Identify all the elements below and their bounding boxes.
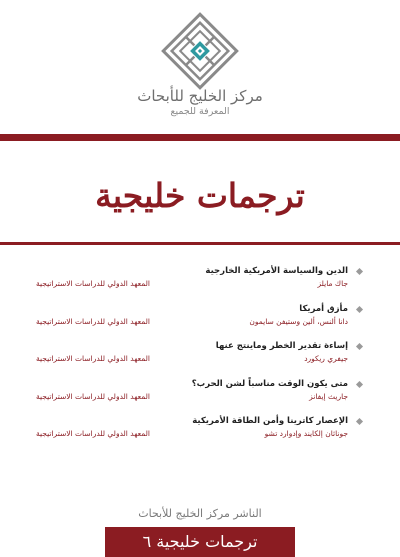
page-title: ترجمات خليجية xyxy=(95,176,305,215)
diamond-bullet-icon xyxy=(356,343,363,350)
series-label: ترجمات خليجية ٦ xyxy=(105,527,295,557)
list-item xyxy=(30,266,348,304)
item-publisher: المعهد الدولي للدراسات الاستراتيجية xyxy=(36,316,150,326)
item-title: متى يكون الوقت مناسباً لشن الحرب؟ xyxy=(191,378,348,389)
item-author: دانا ألنس، ألين وستيفن سايمون xyxy=(249,316,348,326)
list-item xyxy=(30,304,348,342)
gulf-research-center-logo xyxy=(161,12,239,90)
item-publisher: المعهد الدولي للدراسات الاستراتيجية xyxy=(36,279,150,288)
titles-list xyxy=(30,266,348,454)
item-title: الدين والسياسة الأمريكية الخارجية xyxy=(205,266,348,276)
logo-icon xyxy=(161,12,239,90)
list-item xyxy=(30,416,348,454)
list-item xyxy=(30,341,348,379)
publisher-line: الناشر مركز الخليج للأبحاث xyxy=(138,507,262,520)
item-title: الإعصار كاترينا وأمن الطاقة الأمريكية xyxy=(192,416,348,426)
item-author: جيفري ريكورد xyxy=(304,354,348,363)
center-tagline: المعرفة للجميع xyxy=(170,106,230,117)
diamond-bullet-icon xyxy=(356,418,363,425)
list-item xyxy=(30,379,348,417)
item-author: جوناثان إلكايند وإدوارد تشو xyxy=(264,429,348,438)
item-publisher: المعهد الدولي للدراسات الاستراتيجية xyxy=(36,391,150,401)
item-publisher: المعهد الدولي للدراسات الاستراتيجية xyxy=(36,429,150,438)
diamond-bullet-icon xyxy=(356,268,363,275)
item-author: جاريث إيفانز xyxy=(309,391,348,401)
item-title: مأزق أمريكا xyxy=(299,303,348,314)
center-name: مركز الخليج للأبحاث xyxy=(137,87,263,105)
item-author: جاك مايلز xyxy=(317,279,348,288)
top-divider xyxy=(0,134,400,141)
item-title: إساءة تقدير الخطر وماينتج عنها xyxy=(215,341,348,351)
title-divider xyxy=(0,242,400,245)
item-publisher: المعهد الدولي للدراسات الاستراتيجية xyxy=(36,354,150,363)
diamond-bullet-icon xyxy=(356,380,363,387)
diamond-bullet-icon xyxy=(356,305,363,312)
